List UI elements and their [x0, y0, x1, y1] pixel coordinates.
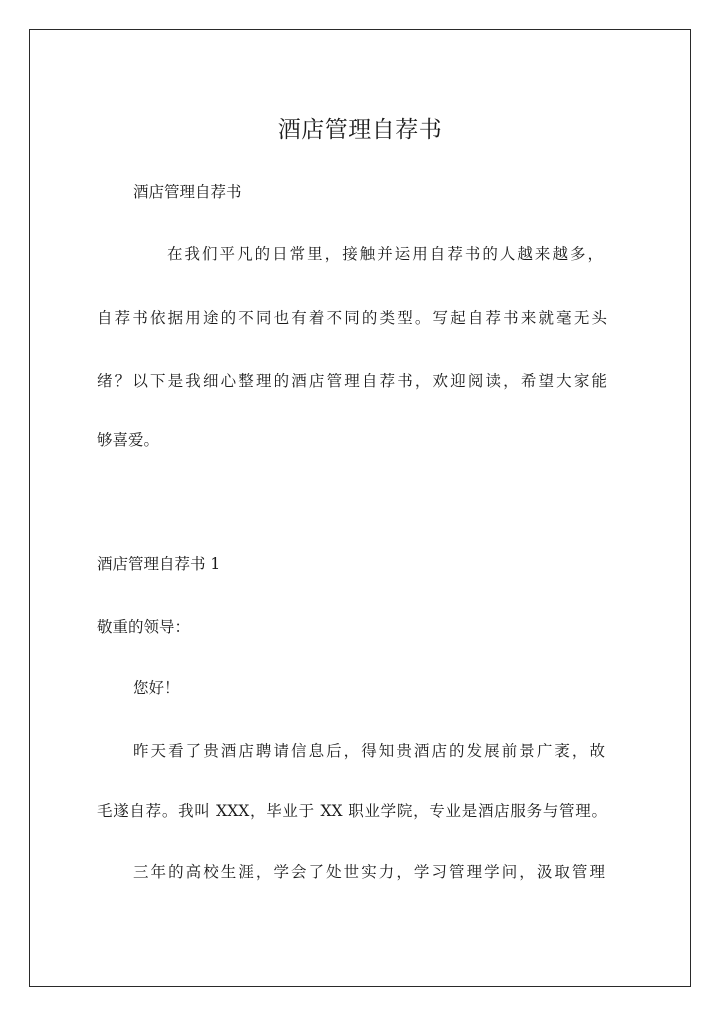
para1-line-1: 昨天看了贵酒店聘请信息后，得知贵酒店的发展前景广袤，故: [133, 742, 605, 760]
document-subtitle: 酒店管理自荐书: [133, 183, 242, 201]
intro-line-1: 在我们平凡的日常里，接触并运用自荐书的人越来越多，: [167, 245, 603, 263]
intro-line-2: 自荐书依据用途的不同也有着不同的类型。写起自荐书来就毫无头: [97, 309, 607, 327]
document-title: 酒店管理自荐书: [277, 117, 443, 143]
para1-line-2: 毛遂自荐。我叫 XXX，毕业于 XX 职业学院，专业是酒店服务与管理。: [97, 802, 607, 820]
salutation: 敬重的领导：: [97, 618, 191, 636]
para2-line-1: 三年的高校生涯，学会了处世实力，学习管理学问，汲取管理: [133, 863, 605, 881]
intro-line-4: 够喜爱。: [97, 431, 160, 449]
intro-line-3: 绪？以下是我细心整理的酒店管理自荐书，欢迎阅读，希望大家能: [97, 372, 607, 390]
greeting: 您好！: [133, 679, 180, 697]
page-border: [29, 29, 691, 987]
section-heading: 酒店管理自荐书 1: [97, 555, 221, 573]
